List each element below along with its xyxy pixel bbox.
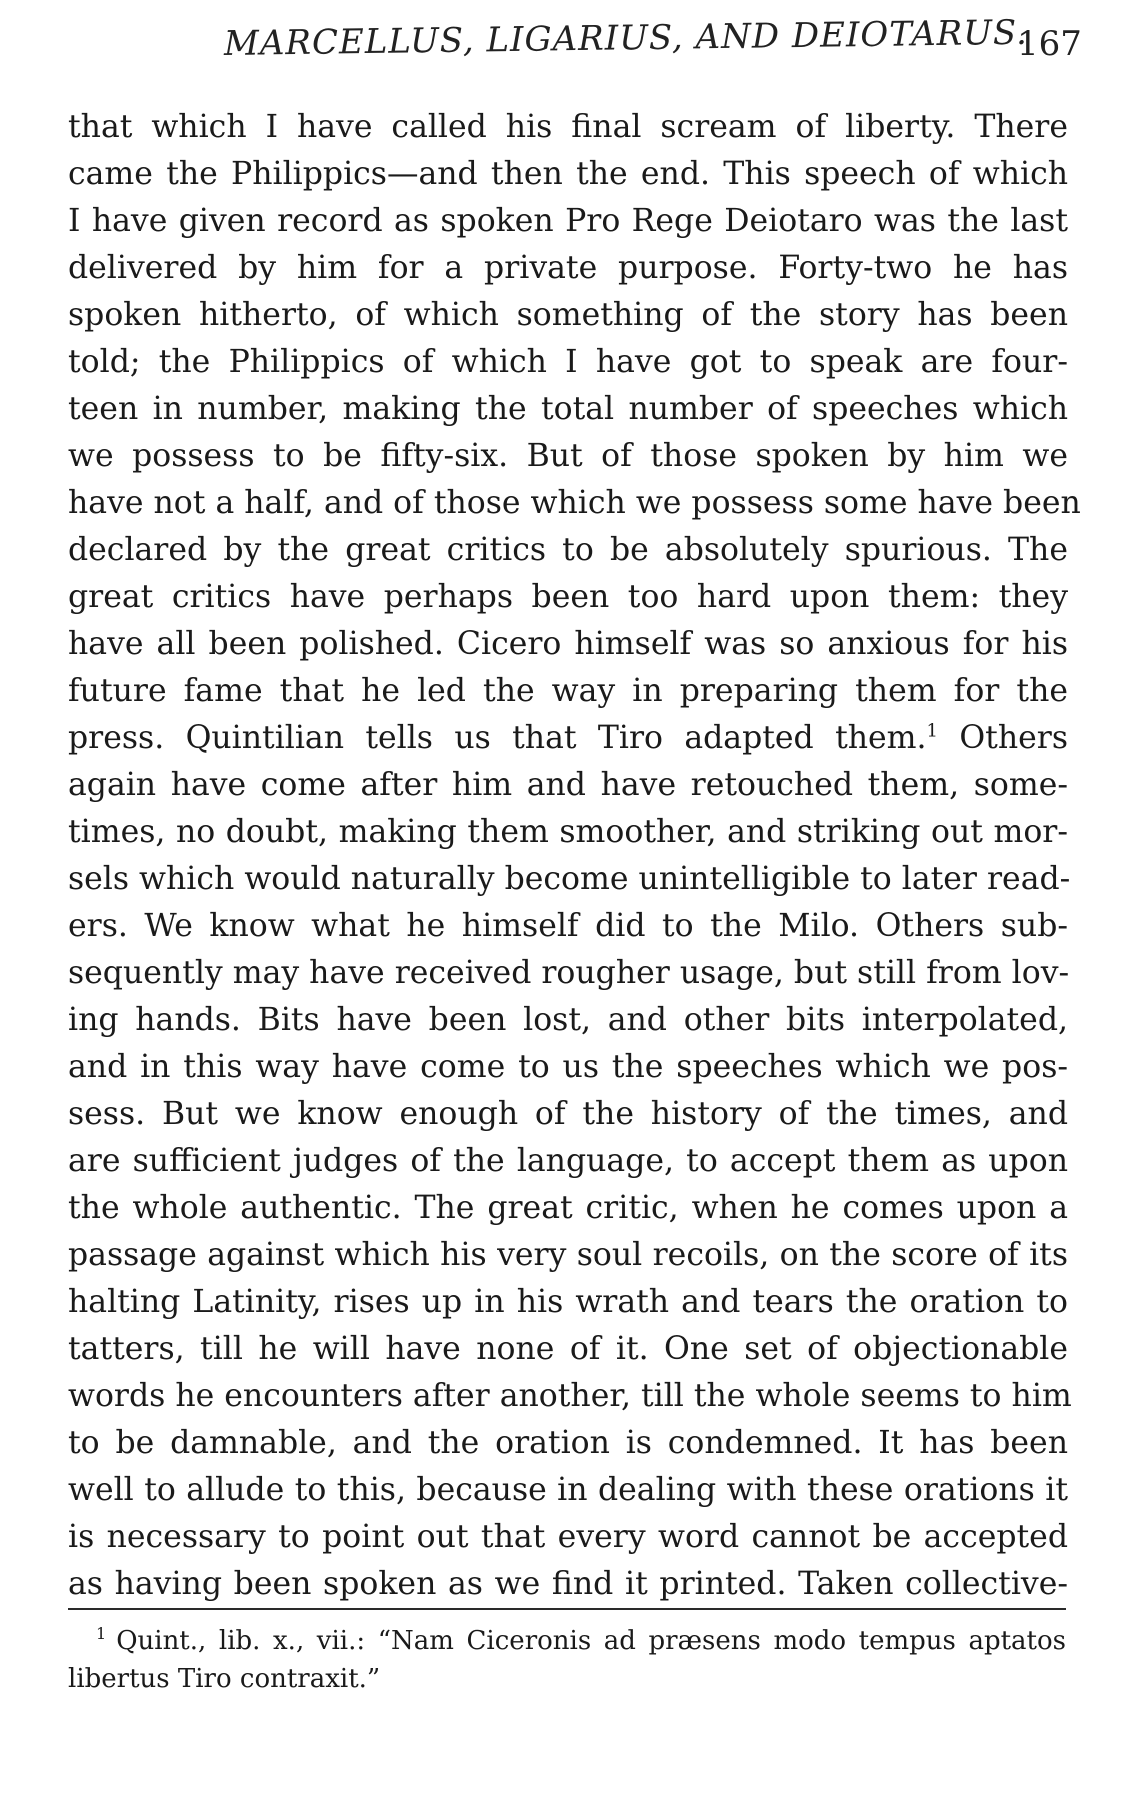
- text-line: great critics have perhaps been too hard upon them: they: [68, 579, 1068, 615]
- footnote-marker: 1: [96, 1624, 107, 1644]
- text-line: have not a half, and of those which we possess some have been: [68, 485, 1081, 521]
- footnote-divider: [68, 1608, 1066, 1610]
- text-line: times, no doubt, making them smoother, and striking out mor-: [68, 814, 1068, 850]
- text-line: ing hands. Bits have been lost, and other bits interpolated,: [68, 1002, 1068, 1038]
- footnote-line: [68, 1622, 1066, 1660]
- footnote-line: libertus Tiro contraxit.”: [68, 1664, 381, 1694]
- text-line-head: press. Quintilian tells us that Tiro adapted them.: [68, 720, 927, 756]
- text-line: we possess to be fifty-six. But of those spoken by him we: [68, 438, 1068, 474]
- text-line: are sufficient judges of the language, to accept them as upon: [68, 1143, 1068, 1179]
- text-line: have all been polished. Cicero himself was so anxious for his: [68, 626, 1068, 662]
- footnote-text: Quint., lib. x., vii.: “Nam Ciceronis ad præsens modo tempus aptatos: [116, 1626, 1066, 1656]
- text-line: came the Philippics—and then the end. This speech of which: [68, 156, 1068, 192]
- text-line: sess. But we know enough of the history of the times, and: [68, 1096, 1068, 1132]
- running-title: MARCELLUS, LIGARIUS, AND DEIOTARUS.: [223, 12, 1029, 64]
- text-line: sels which would naturally become unintelligible to later read-: [68, 861, 1071, 897]
- text-line: passage against which his very soul recoils, on the score of its: [68, 1237, 1068, 1273]
- text-line: that which I have called his final scream of liberty. There: [68, 109, 1068, 145]
- text-line: words he encounters after another, till the whole seems to him: [68, 1378, 1072, 1414]
- text-line: future fame that he led the way in preparing them for the: [68, 673, 1068, 709]
- text-line: well to allude to this, because in dealing with these orations it: [68, 1472, 1068, 1508]
- body-text: [68, 104, 1081, 1608]
- text-line: and in this way have come to us the speeches which we pos-: [68, 1049, 1068, 1085]
- text-line: told; the Philippics of which I have got to speak are four-: [68, 344, 1068, 380]
- text-line: teen in number, making the total number of speeches which: [68, 391, 1068, 427]
- text-line: sequently may have received rougher usage, but still from lov-: [68, 955, 1070, 991]
- text-line: ers. We know what he himself did to the Milo. Others sub-: [68, 908, 1068, 944]
- text-line: is necessary to point out that every word cannot be accepted: [68, 1519, 1068, 1555]
- text-line: I have given record as spoken Pro Rege Deiotaro was the last: [68, 203, 1068, 239]
- footnote-reference[interactable]: 1: [926, 720, 938, 742]
- text-line-tail: Others: [938, 720, 1068, 756]
- page-number: 167: [1017, 24, 1082, 64]
- text-line: delivered by him for a private purpose. Forty-two he has: [68, 250, 1068, 286]
- text-line: declared by the great critics to be absolutely spurious. The: [68, 532, 1068, 568]
- text-line: tatters, till he will have none of it. One set of objectionable: [68, 1331, 1068, 1367]
- text-line: halting Latinity, rises up in his wrath and tears the oration to: [68, 1284, 1068, 1320]
- text-line: the whole authentic. The great critic, when he comes upon a: [68, 1190, 1068, 1226]
- text-line: spoken hitherto, of which something of the story has been: [68, 297, 1068, 333]
- text-line-with-footnote-ref: [68, 715, 1068, 762]
- text-line: again have come after him and have retouched them, some-: [68, 767, 1068, 803]
- text-line: to be damnable, and the oration is condemned. It has been: [68, 1425, 1068, 1461]
- footnote: [68, 1622, 1066, 1698]
- text-line: as having been spoken as we find it printed. Taken collective-: [68, 1566, 1068, 1602]
